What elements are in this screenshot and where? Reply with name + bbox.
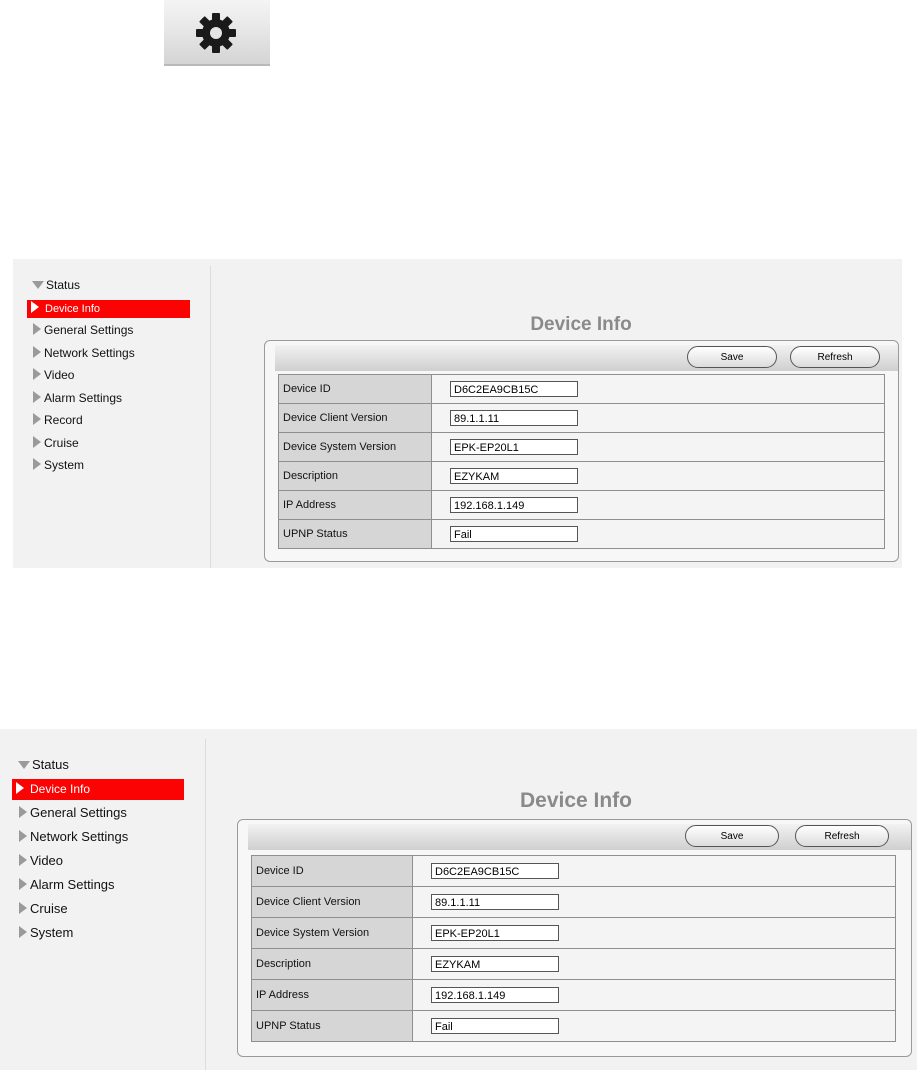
triangle-right-icon xyxy=(33,413,41,425)
device-info-panel xyxy=(264,340,899,562)
triangle-right-icon xyxy=(19,806,27,818)
triangle-right-icon xyxy=(16,782,24,794)
main-content xyxy=(210,266,902,568)
sidebar-item-system[interactable]: System xyxy=(19,925,73,940)
ip-address-field[interactable]: 192.168.1.149 xyxy=(450,497,578,513)
description-field[interactable]: EZYKAM xyxy=(450,468,578,484)
table-row xyxy=(252,949,896,980)
sidebar-item-video[interactable]: Video xyxy=(33,368,74,382)
triangle-right-icon xyxy=(33,323,41,335)
sidebar-item-network-settings[interactable]: Network Settings xyxy=(19,829,128,844)
save-button[interactable]: Save xyxy=(685,825,779,847)
table-row xyxy=(252,1011,896,1042)
ip-address-field[interactable]: 192.168.1.149 xyxy=(431,987,559,1003)
triangle-right-icon xyxy=(19,854,27,866)
sidebar-item-cruise[interactable]: Cruise xyxy=(19,901,68,916)
table-row xyxy=(279,462,885,491)
sidebar-item-alarm-settings[interactable]: Alarm Settings xyxy=(33,391,122,405)
triangle-right-icon xyxy=(33,391,41,403)
table-row xyxy=(279,520,885,549)
page-title: Device Info xyxy=(519,789,633,812)
sidebar-item-record[interactable]: Record xyxy=(33,413,83,427)
triangle-down-icon xyxy=(32,281,44,289)
refresh-button[interactable]: Refresh xyxy=(795,825,889,847)
sidebar-item-general-settings[interactable]: General Settings xyxy=(33,323,133,337)
sidebar-nav xyxy=(13,259,210,568)
row-label: Device System Version xyxy=(279,433,432,462)
row-label: IP Address xyxy=(279,491,432,520)
sidebar-nav xyxy=(0,729,205,1070)
client-version-field[interactable]: 89.1.1.11 xyxy=(431,894,559,910)
device-info-table xyxy=(278,374,885,549)
row-label: Device ID xyxy=(252,856,413,887)
system-version-field[interactable]: EPK-EP20L1 xyxy=(450,439,578,455)
sidebar-item-status[interactable]: Status xyxy=(32,278,80,292)
table-row xyxy=(279,433,885,462)
row-label: UPNP Status xyxy=(252,1011,413,1042)
sidebar-item-device-info[interactable]: Device Info xyxy=(12,779,184,800)
triangle-right-icon xyxy=(33,458,41,470)
device-info-screen-2 xyxy=(0,729,917,1070)
triangle-right-icon xyxy=(19,878,27,890)
sidebar-item-status[interactable]: Status xyxy=(18,757,69,772)
toolbar xyxy=(275,345,898,371)
description-field[interactable]: EZYKAM xyxy=(431,956,559,972)
sidebar-item-cruise[interactable]: Cruise xyxy=(33,436,79,450)
row-label: Description xyxy=(279,462,432,491)
system-version-field[interactable]: EPK-EP20L1 xyxy=(431,925,559,941)
triangle-down-icon xyxy=(18,761,30,769)
gear-icon xyxy=(193,10,239,56)
triangle-right-icon xyxy=(19,926,27,938)
row-label: Device ID xyxy=(279,375,432,404)
sidebar-item-device-info[interactable]: Device Info xyxy=(27,300,190,318)
device-id-field[interactable]: D6C2EA9CB15C xyxy=(431,863,559,879)
settings-gear-button[interactable] xyxy=(164,0,270,66)
page-title: Device Info xyxy=(530,314,632,335)
row-label: Device System Version xyxy=(252,918,413,949)
triangle-right-icon xyxy=(33,368,41,380)
table-row xyxy=(252,980,896,1011)
toolbar xyxy=(248,824,911,850)
table-row xyxy=(279,375,885,404)
table-row xyxy=(279,404,885,433)
table-row xyxy=(252,918,896,949)
row-label: Device Client Version xyxy=(279,404,432,433)
triangle-right-icon xyxy=(33,346,41,358)
main-content xyxy=(205,739,917,1070)
row-label: Description xyxy=(252,949,413,980)
row-label: UPNP Status xyxy=(279,520,432,549)
upnp-status-field[interactable]: Fail xyxy=(450,526,578,542)
client-version-field[interactable]: 89.1.1.11 xyxy=(450,410,578,426)
sidebar-item-video[interactable]: Video xyxy=(19,853,63,868)
device-id-field[interactable]: D6C2EA9CB15C xyxy=(450,381,578,397)
triangle-right-icon xyxy=(19,830,27,842)
sidebar-item-network-settings[interactable]: Network Settings xyxy=(33,346,135,360)
device-info-screen-1 xyxy=(13,259,902,568)
refresh-button[interactable]: Refresh xyxy=(790,346,880,368)
sidebar-item-system[interactable]: System xyxy=(33,458,84,472)
table-row xyxy=(252,856,896,887)
triangle-right-icon xyxy=(19,902,27,914)
row-label: IP Address xyxy=(252,980,413,1011)
upnp-status-field[interactable]: Fail xyxy=(431,1018,559,1034)
triangle-right-icon xyxy=(31,301,39,313)
table-row xyxy=(279,491,885,520)
sidebar-item-alarm-settings[interactable]: Alarm Settings xyxy=(19,877,115,892)
table-row xyxy=(252,887,896,918)
device-info-panel xyxy=(237,819,912,1057)
sidebar-item-general-settings[interactable]: General Settings xyxy=(19,805,127,820)
save-button[interactable]: Save xyxy=(687,346,777,368)
device-info-table xyxy=(251,855,896,1042)
triangle-right-icon xyxy=(33,436,41,448)
row-label: Device Client Version xyxy=(252,887,413,918)
